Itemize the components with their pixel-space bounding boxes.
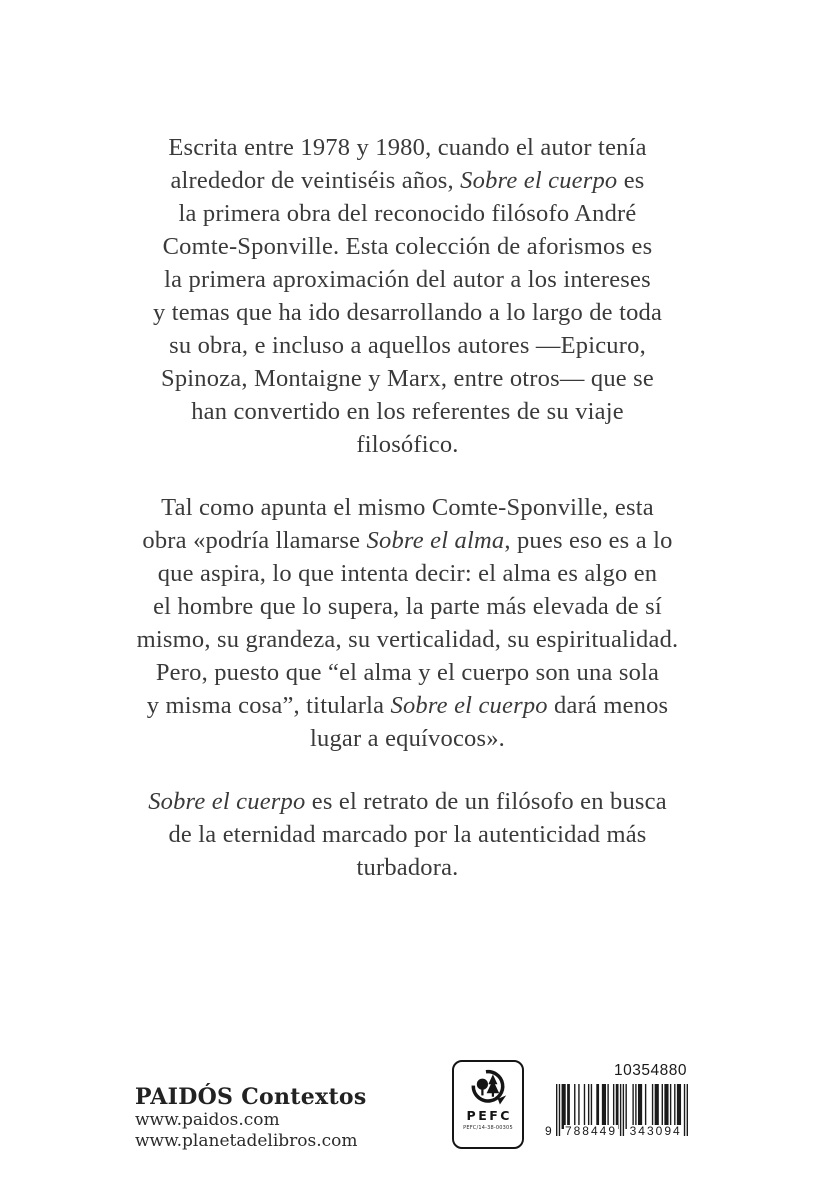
imprint-name: PAIDÓS Contextos xyxy=(135,1084,367,1110)
pefc-wordmark: PEFC xyxy=(466,1108,512,1123)
text-segment: de la eternidad marcado por la autenticidad más xyxy=(168,821,647,848)
publisher-url: www.paidos.com xyxy=(135,1110,280,1130)
text-line xyxy=(88,785,728,818)
text-segment: obra «podría llamarse xyxy=(142,527,367,554)
text-segment: su obra, e incluso a aquellos autores —Epicuro, xyxy=(169,332,646,359)
text-segment: Sobre el alma xyxy=(366,527,505,554)
text-segment: y misma cosa”, titularla xyxy=(146,692,391,719)
text-segment: dará menos xyxy=(547,692,669,719)
text-segment: es el retrato de un filósofo en busca xyxy=(305,788,667,815)
product-code: 10354880 xyxy=(614,1062,687,1079)
text-segment: , pues eso es a lo xyxy=(504,527,673,554)
text-line xyxy=(88,491,728,524)
text-line xyxy=(88,131,728,164)
text-line xyxy=(88,851,728,884)
text-line xyxy=(88,296,728,329)
text-segment: han convertido en los referentes de su viaje xyxy=(191,398,624,425)
text-segment: Pero, puesto que “el alma y el cuerpo son una sola xyxy=(155,659,660,686)
paragraph xyxy=(88,491,728,755)
text-line xyxy=(88,164,728,197)
text-segment: la primera obra del reconocido filósofo André xyxy=(178,200,637,227)
text-segment: y temas que ha ido desarrollando a lo largo de toda xyxy=(152,299,663,326)
text-line xyxy=(88,722,728,755)
text-segment: Sobre el cuerpo xyxy=(460,167,618,194)
text-segment: Sobre el cuerpo xyxy=(390,692,548,719)
text-segment: lugar a equívocos». xyxy=(310,725,505,752)
text-segment: es xyxy=(617,167,645,194)
ean13-barcode xyxy=(545,1084,688,1138)
text-line xyxy=(88,623,728,656)
ean-digit-group: 788449 xyxy=(564,1124,617,1138)
text-segment: el hombre que lo supera, la parte más elevada de sí xyxy=(153,593,662,620)
text-segment: turbadora. xyxy=(356,854,459,881)
text-line xyxy=(88,263,728,296)
publisher-url: www.planetadelibros.com xyxy=(135,1131,358,1151)
ean-digit-group: 343094 xyxy=(629,1124,682,1138)
paragraph xyxy=(88,131,728,461)
imprint-block xyxy=(135,1084,367,1152)
pefc-certification-label xyxy=(452,1060,524,1149)
synopsis-text xyxy=(88,131,728,914)
text-line xyxy=(88,329,728,362)
text-line xyxy=(88,395,728,428)
text-line xyxy=(88,590,728,623)
text-segment: la primera aproximación del autor a los intereses xyxy=(164,266,651,293)
text-line xyxy=(88,818,728,851)
text-segment: filosófico. xyxy=(356,431,459,458)
text-segment: Comte-Sponville. Esta colección de aforismos es xyxy=(162,233,653,260)
pefc-cert-code: PEFC/14-38-00305 xyxy=(463,1125,513,1131)
text-line xyxy=(88,197,728,230)
text-segment: mismo, su grandeza, su verticalidad, su espiritualidad. xyxy=(136,626,679,653)
text-line xyxy=(88,230,728,263)
text-segment: Sobre el cuerpo xyxy=(148,788,306,815)
text-line xyxy=(88,428,728,461)
text-line xyxy=(88,557,728,590)
text-line xyxy=(88,362,728,395)
paragraph xyxy=(88,785,728,884)
ean13-digits xyxy=(545,1124,688,1138)
text-segment: Tal como apunta el mismo Comte-Sponville, esta xyxy=(161,494,654,521)
text-line xyxy=(88,656,728,689)
text-segment: Escrita entre 1978 y 1980, cuando el autor tenía xyxy=(168,134,647,161)
text-line xyxy=(88,689,728,722)
text-segment: que aspira, lo que intenta decir: el alma es algo en xyxy=(157,560,658,587)
text-segment: Spinoza, Montaigne y Marx, entre otros— que se xyxy=(161,365,654,392)
ean-digit-group: 9 xyxy=(545,1124,554,1138)
text-line xyxy=(88,524,728,557)
text-segment: alrededor de veintiséis años, xyxy=(170,167,461,194)
pefc-trees-icon xyxy=(467,1067,509,1107)
barcode-block xyxy=(545,1062,688,1138)
